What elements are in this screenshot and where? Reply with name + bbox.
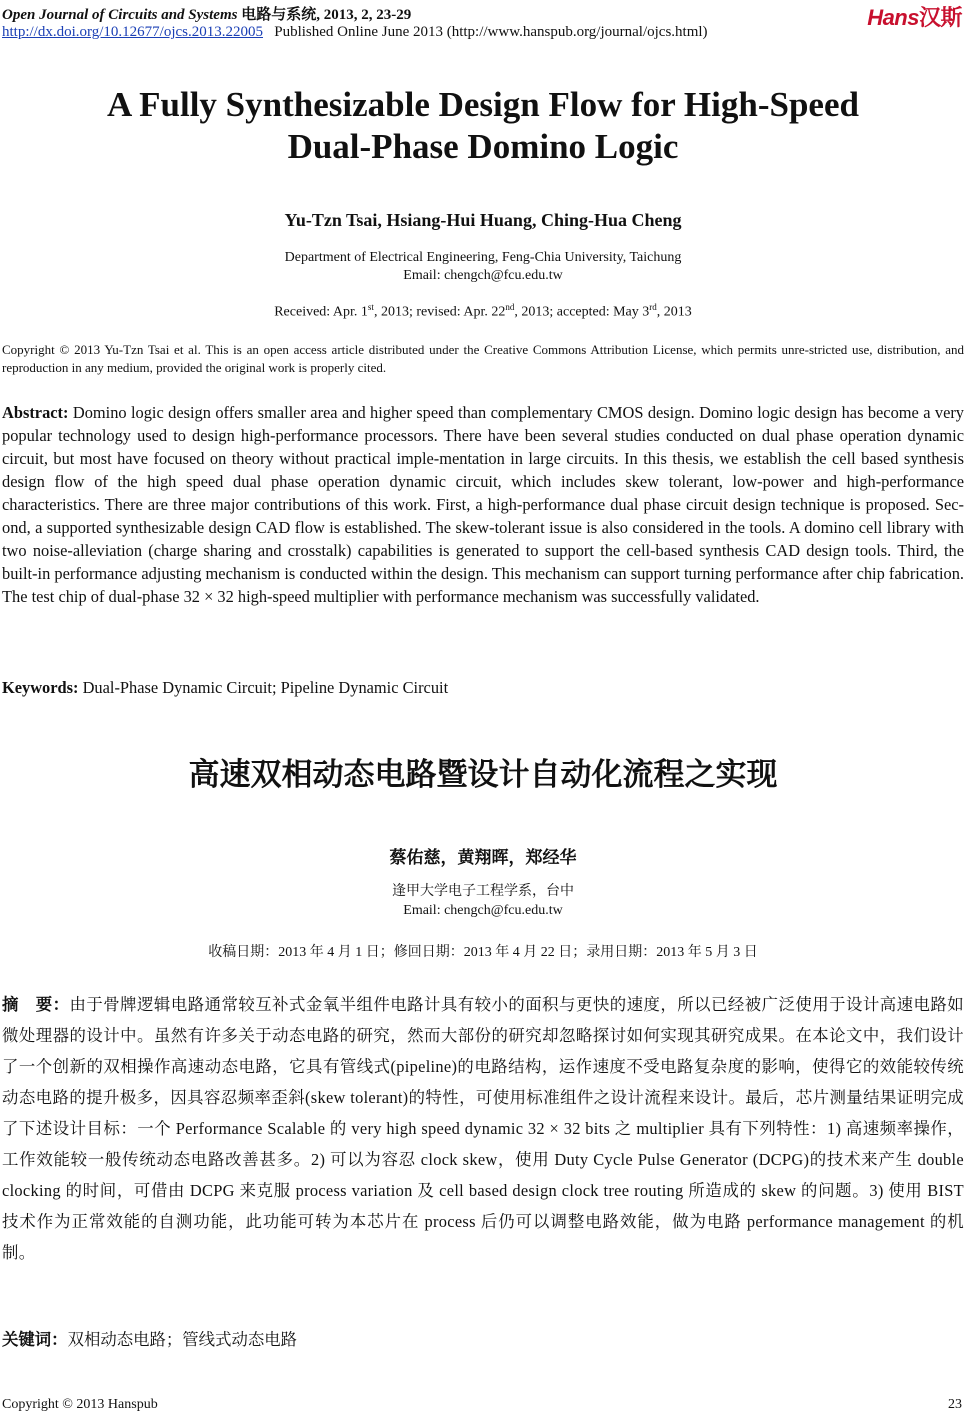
affiliation-en-block <box>0 249 966 285</box>
authors-cn: 蔡佑慈，黄翔晖，郑经华 <box>389 848 577 868</box>
keywords-cn <box>2 1326 297 1350</box>
affiliation-cn: 逢甲大学电子工程学系，台中 <box>392 884 574 899</box>
keywords-en <box>2 678 448 698</box>
abstract-text-en: Domino logic design offers smaller area and higher speed than complementary CMOS design. Domino logic design has become a very popular technology used to design high-performance processors. There have been several studies conducted on dual phase operation dynamic circuit, but most have focused on theory without practical imple-mentation in large circuits. In this thesis, we establish the cell based synthesis design flow of the high speed dual phase operation dynamic circuit, which includes skew tolerant, low-power and high-performance characteristics. There are three major contributions of this work. First, a high-performance dual phase circuit design technique is proposed. Sec-ond, a supported synthesizable design CAD flow is established. The skew-tolerant issue is also considered in the tools. A domino cell library with two noise-alleviation (charge sharing and crosstalk) capabilities is generated to support the cell-based synthesis CAD design tools. Third, the built-in performance adjusting mechanism is conducted within the design. This mechanism can support turning performance after chip fabrication. The test chip of dual-phase 32 × 32 high-speed multiplier with performance mechanism was successfully validated. <box>2 403 964 606</box>
received-sup-2: nd <box>505 302 515 312</box>
keywords-text-cn: 双相动态电路；管线式动态电路 <box>67 1330 298 1349</box>
keywords-label-en: Keywords: <box>2 678 79 697</box>
email-en: Email: chengch@fcu.edu.tw <box>403 268 563 283</box>
affiliation-en: Department of Electrical Engineering, Feng-Chia University, Taichung <box>284 250 682 265</box>
paper-title-cn: 高速双相动态电路暨设计自动化流程之实现 <box>188 757 778 793</box>
keywords-text-en: Dual-Phase Dynamic Circuit; Pipeline Dynamic Circuit <box>82 678 449 697</box>
abstract-label-cn: 摘 要： <box>2 995 70 1014</box>
received-end: , 2013 <box>656 304 692 320</box>
received-dates-cn: 收稿日期：2013 年 4 月 1 日；修回日期：2013 年 4 月 22 日；录用日期：2013 年 5 月 3 日 <box>208 945 758 960</box>
footer-copyright: Copyright © 2013 Hanspub <box>2 1397 158 1412</box>
journal-header <box>2 3 411 24</box>
received-sup-3: rd <box>649 302 657 312</box>
paper-title-en <box>0 84 966 168</box>
title-line-1: A Fully Synthesizable Design Flow for High-Speed <box>107 85 859 124</box>
email-cn: Email: chengch@fcu.edu.tw <box>403 903 563 918</box>
logo-latin: Hans <box>867 5 919 30</box>
copyright-notice: Copyright © 2013 Yu-Tzn Tsai et al. This is an open access article distributed under the Creative Commons Attribution License, which permits unre-stricted use, distribution, and reproduction in any medium, provided the original work is properly cited. <box>2 342 964 375</box>
published-info: Published Online June 2013 (http://www.hanspub.org/journal/ojcs.html) <box>274 24 708 40</box>
abstract-cn <box>2 989 964 1268</box>
received-mid-1: , 2013; revised: Apr. 22 <box>373 304 506 320</box>
received-sup-1: st <box>367 302 374 312</box>
doi-link[interactable]: http://dx.doi.org/10.12677/ojcs.2013.22005 <box>2 24 263 40</box>
journal-name-cn: 电路与系统, 2013, 2, 23-29 <box>241 7 412 23</box>
doi-line <box>2 24 708 41</box>
received-prefix: Received: Apr. 1 <box>274 304 368 320</box>
received-mid-2: , 2013; accepted: May 3 <box>514 304 650 320</box>
received-dates-en <box>0 302 966 321</box>
abstract-label-en: Abstract: <box>2 403 69 422</box>
hanspub-logo <box>867 1 962 32</box>
keywords-label-cn: 关键词： <box>2 1330 68 1349</box>
authors-en: Yu-Tzn Tsai, Hsiang-Hui Huang, Ching-Hua Cheng <box>284 210 682 230</box>
page-number: 23 <box>948 1397 962 1412</box>
affiliation-cn-block <box>0 882 966 920</box>
abstract-text-cn: 由于骨牌逻辑电路通常较互补式金氧半组件电路计具有较小的面积与更快的速度，所以已经被广泛使用于设计高速电路如微处理器的设计中。虽然有许多关于动态电路的研究，然而大部份的研究却忽略探讨如何实现其研究成果。在本论文中，我们设计了一个创新的双相操作高速动态电路，它具有管线式(pipeline)的电路结构，运作速度不受电路复杂度的影响，使得它的效能较传统动态电路的提升极多，因具容忍频率歪斜(skew tolerant)的特性，可使用标准组件之设计流程来设计。最后，芯片测量结果证明完成了下述设计目标：一个 Performance Scalable 的 very high speed dynamic 32 × 32 bits 之 multiplier 具有下列特性：1) 高速频率操作，工作效能较一般传统动态电路改善甚多。2) 可以为容忍 clock skew，使用 Duty Cycle Pulse Generator (DCPG)的技术来产生 double clocking 的时间，可借由 DCPG 来克服 process variation 及 cell based design clock tree routing 所造成的 skew 的问题。3) 使用 BIST 技术作为正常效能的自测功能，此功能可转为本芯片在 process 后仍可以调整电路效能，做为电路 performance management 的机制。 <box>2 995 964 1262</box>
journal-name-en: Open Journal of Circuits and Systems <box>2 7 238 23</box>
abstract-en <box>2 401 964 608</box>
title-line-2: Dual-Phase Domino Logic <box>287 127 679 166</box>
logo-cn: 汉斯 <box>918 5 962 30</box>
